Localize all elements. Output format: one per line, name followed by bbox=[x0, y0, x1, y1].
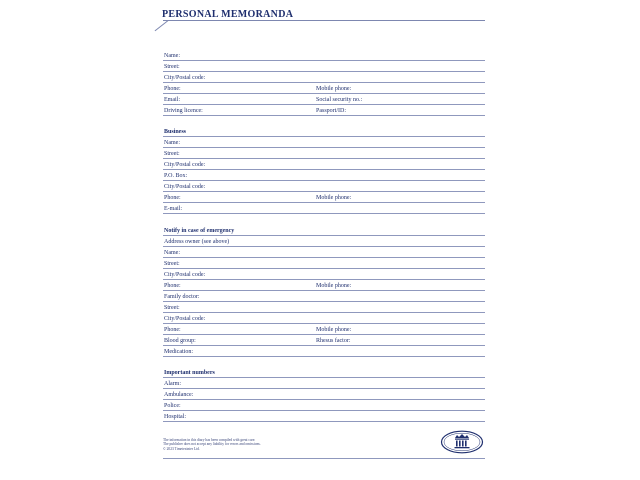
field-label-secondary: Mobile phone: bbox=[316, 86, 352, 92]
footer-line-1: The information in this diary has been compiled with great care. bbox=[163, 438, 256, 442]
field-label: City/Postal code: bbox=[164, 184, 206, 190]
section-heading-row bbox=[163, 367, 485, 378]
field-label: Phone: bbox=[164, 327, 181, 333]
form-row[interactable] bbox=[163, 411, 485, 422]
field-label: City/Postal code: bbox=[164, 316, 206, 322]
form-row[interactable] bbox=[163, 324, 485, 335]
field-label: Hospital: bbox=[164, 414, 186, 420]
section-heading: Notify in case of emergency bbox=[164, 228, 235, 234]
form-row[interactable] bbox=[163, 159, 485, 170]
section-heading-row bbox=[163, 225, 485, 236]
field-label: Street: bbox=[164, 151, 180, 157]
field-label: Street: bbox=[164, 305, 180, 311]
footer-line-2: The publisher does not accept any liability for errors and omissions. bbox=[163, 442, 261, 447]
section-heading: Business bbox=[164, 129, 187, 135]
form-row[interactable] bbox=[163, 236, 485, 247]
field-label: Address owner (see above) bbox=[164, 239, 230, 245]
form-row[interactable] bbox=[163, 400, 485, 411]
form-row[interactable] bbox=[163, 83, 485, 94]
title-diagonal-rule bbox=[155, 20, 169, 31]
form-row[interactable] bbox=[163, 302, 485, 313]
field-label: Phone: bbox=[164, 86, 181, 92]
field-label-secondary: Mobile phone: bbox=[316, 195, 352, 201]
field-label-secondary: Passport/ID: bbox=[316, 108, 346, 114]
field-label: Name: bbox=[164, 250, 180, 256]
footer-rule bbox=[163, 458, 485, 459]
field-label: Email: bbox=[164, 97, 180, 103]
field-label: Street: bbox=[164, 261, 180, 267]
field-label-secondary: Mobile phone: bbox=[316, 283, 352, 289]
form-row[interactable] bbox=[163, 61, 485, 72]
form-row[interactable] bbox=[163, 269, 485, 280]
page-title: PERSONAL MEMORANDA bbox=[162, 9, 294, 20]
field-label: City/Postal code: bbox=[164, 162, 206, 168]
section-heading: Important numbers bbox=[164, 370, 215, 376]
form-row[interactable] bbox=[163, 148, 485, 159]
field-label: Phone: bbox=[164, 283, 181, 289]
form-row[interactable] bbox=[163, 313, 485, 324]
field-label: Ambulance: bbox=[164, 392, 194, 398]
form-row[interactable] bbox=[163, 50, 485, 61]
field-label: Name: bbox=[164, 140, 180, 146]
footer-notice bbox=[163, 438, 261, 451]
form-row[interactable] bbox=[163, 203, 485, 214]
form-row[interactable] bbox=[163, 170, 485, 181]
form-row[interactable] bbox=[163, 247, 485, 258]
field-label: P.O. Box: bbox=[164, 173, 188, 179]
field-label: Police: bbox=[164, 403, 181, 409]
field-label: Alarm: bbox=[164, 381, 181, 387]
form-row[interactable] bbox=[163, 94, 485, 105]
section-heading-row bbox=[163, 126, 485, 137]
form-row[interactable] bbox=[163, 378, 485, 389]
footer-line-3: © 2023 Timetexinter Ltd. bbox=[163, 446, 200, 451]
crown-building-emblem-icon bbox=[440, 430, 484, 454]
field-label: City/Postal code: bbox=[164, 272, 206, 278]
field-label-secondary: Social security no.: bbox=[316, 97, 363, 103]
form-row[interactable] bbox=[163, 389, 485, 400]
form-row[interactable] bbox=[163, 291, 485, 302]
field-label: Name: bbox=[164, 53, 180, 59]
form-row[interactable] bbox=[163, 105, 485, 116]
field-label-secondary: Rhesus factor: bbox=[316, 338, 351, 344]
form-row[interactable] bbox=[163, 192, 485, 203]
field-label: Driving licence: bbox=[164, 108, 203, 114]
form-row[interactable] bbox=[163, 72, 485, 83]
field-label: Street: bbox=[164, 64, 180, 70]
field-label-secondary: Mobile phone: bbox=[316, 327, 352, 333]
field-label: E-mail: bbox=[164, 206, 182, 212]
form-row[interactable] bbox=[163, 258, 485, 269]
field-label: Medication: bbox=[164, 349, 193, 355]
form-row[interactable] bbox=[163, 346, 485, 357]
form-row[interactable] bbox=[163, 280, 485, 291]
field-label: Family doctor: bbox=[164, 294, 200, 300]
field-label: City/Postal code: bbox=[164, 75, 206, 81]
title-rule bbox=[163, 20, 485, 21]
form-row[interactable] bbox=[163, 181, 485, 192]
field-label: Phone: bbox=[164, 195, 181, 201]
field-label: Blood group: bbox=[164, 338, 196, 344]
form-row[interactable] bbox=[163, 137, 485, 148]
form-row[interactable] bbox=[163, 335, 485, 346]
